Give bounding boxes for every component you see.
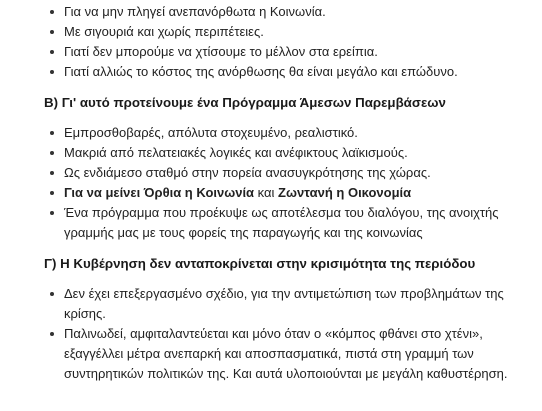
list-item: Γιατί δεν μπορούμε να χτίσουμε το μέλλον στα ερείπια. xyxy=(64,42,518,62)
list-item: Εμπροσθοβαρές, απόλυτα στοχευμένο, ρεαλιστικό. xyxy=(64,123,518,143)
list-item: Για να μην πληγεί ανεπανόρθωτα η Κοινωνία. xyxy=(64,2,518,22)
section-c-list xyxy=(4,284,518,384)
bold-phrase-society: Για να μείνει Όρθια η Κοινωνία xyxy=(64,185,255,200)
section-b-list xyxy=(4,123,518,243)
section-b-heading: Β) Γι' αυτό προτείνουμε ένα Πρόγραμμα Άμεσων Παρεμβάσεων xyxy=(44,95,446,110)
list-item: Μακριά από πελατειακές λογικές και ανέφικτους λαϊκισμούς. xyxy=(64,143,518,163)
list-item-bold xyxy=(64,183,518,203)
list-item: Δεν έχει επεξεργασμένο σχέδιο, για την αντιμετώπιση των προβλημάτων της κρίσης. xyxy=(64,284,518,324)
bold-phrase-economy: Ζωντανή η Οικονομία xyxy=(278,185,412,200)
list-item: Ένα πρόγραμμα που προέκυψε ως αποτέλεσμα του διαλόγου, της ανοιχτής γραμμής μας με τους φορείς της παραγωγής και της κοινωνίας xyxy=(64,203,518,243)
section-a-list xyxy=(4,2,518,82)
list-item: Με σιγουριά και χωρίς περιπέτειες. xyxy=(64,22,518,42)
section-c-heading: Γ) Η Κυβέρνηση δεν ανταποκρίνεται στην κρισιμότητα της περιόδου xyxy=(44,256,476,271)
list-item: Ως ενδιάμεσο σταθμό στην πορεία ανασυγκρότησης της χώρας. xyxy=(64,163,518,183)
list-item: Γιατί αλλιώς το κόστος της ανόρθωσης θα είναι μεγάλο και επώδυνο. xyxy=(64,62,518,82)
list-item: Παλινωδεί, αμφιταλαντεύεται και μόνο όταν ο «κόμπος φθάνει στο χτένι», εξαγγέλλει μέτρα ανεπαρκή και αποσπασματικά, πιστά στη γραμμή των συντηρητικών πολιτικών της. Και αυτά υλοποιούνται με μεγάλη καθυστέρηση. xyxy=(64,324,518,384)
connector-text: και xyxy=(254,185,279,200)
